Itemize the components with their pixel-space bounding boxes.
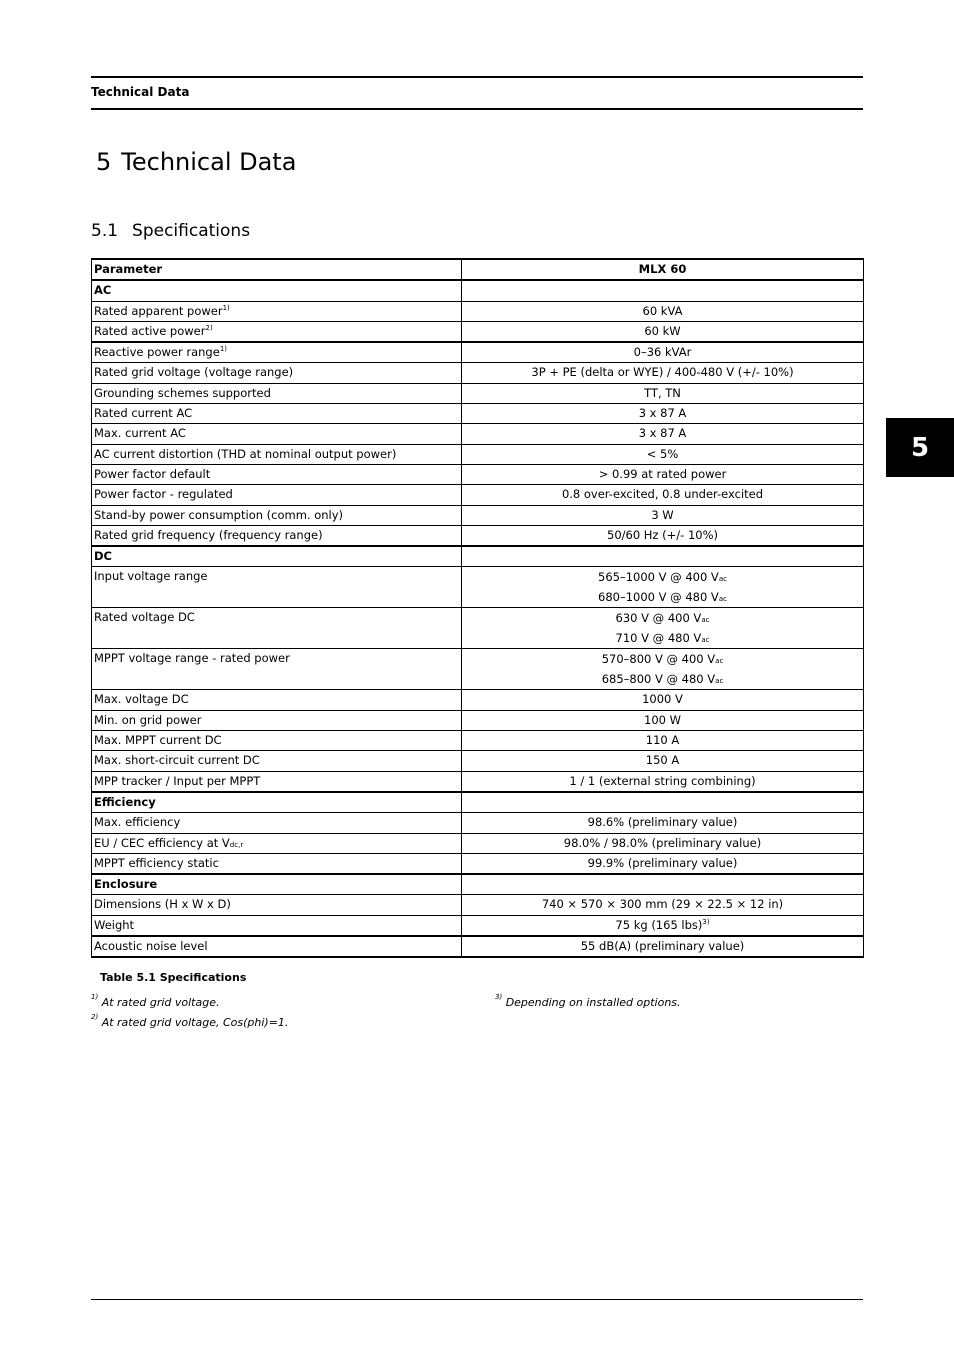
value-text: 100 W	[644, 712, 681, 727]
value-line	[564, 836, 761, 850]
value-cell	[462, 404, 864, 424]
value-cell	[462, 833, 864, 853]
table-row	[92, 505, 864, 525]
value-cell	[462, 853, 864, 874]
value-text: 1 / 1 (external string combining)	[569, 773, 756, 788]
footnote-3	[495, 993, 681, 1009]
value-cell	[462, 813, 864, 833]
value-cell	[462, 936, 864, 957]
value-text: 3P + PE (delta or WYE) / 400-480 V (+/- 10%)	[531, 365, 794, 380]
parameter-text: Min. on grid power	[94, 712, 202, 727]
parameter-label	[92, 342, 462, 363]
value-text: 98.0% / 98.0% (preliminary value)	[563, 835, 762, 850]
footer-rule	[91, 1299, 863, 1300]
specifications-table	[91, 258, 864, 958]
footnote-ref: 3)	[702, 917, 710, 926]
parameter-text: EU / CEC efficiency at V	[94, 835, 230, 850]
value-cell	[462, 301, 864, 321]
header-top-rule	[91, 76, 863, 78]
footnote-ref: 2)	[205, 323, 213, 332]
table-row	[92, 464, 864, 484]
parameter-subscript: dc,r	[229, 840, 244, 849]
table-row	[92, 608, 864, 649]
table-row	[92, 936, 864, 957]
value-text: 99.9% (preliminary value)	[587, 855, 738, 870]
value-line	[644, 713, 681, 727]
table-row	[92, 710, 864, 730]
table-row	[92, 485, 864, 505]
value-cell	[462, 525, 864, 546]
value-text: 630 V @ 400 V	[615, 611, 702, 626]
section-title	[91, 221, 250, 241]
parameter-text: Efficiency	[94, 794, 156, 809]
value-cell	[462, 649, 864, 690]
parameter-text: Acoustic noise level	[94, 939, 208, 954]
footnote-2	[91, 1013, 289, 1029]
value-line	[646, 753, 679, 767]
value-subscript: ac	[718, 595, 727, 604]
parameter-label	[92, 567, 462, 608]
value-text: 75 kg (165 lbs)	[615, 917, 703, 932]
value-text: 98.6% (preliminary value)	[587, 815, 738, 830]
parameter-text: Power factor - regulated	[94, 487, 233, 502]
value-cell	[462, 485, 864, 505]
parameter-label	[92, 321, 462, 342]
value-text: 3 W	[651, 507, 674, 522]
section-title-text: Specifications	[132, 221, 251, 241]
parameter-text: Rated grid frequency (frequency range)	[94, 527, 323, 542]
parameter-label	[92, 485, 462, 505]
value-text: 680–1000 V @ 480 V	[598, 590, 719, 605]
table-row	[92, 525, 864, 546]
table-row	[92, 915, 864, 936]
value-text: 565–1000 V @ 400 V	[598, 570, 719, 585]
value-line	[647, 447, 679, 461]
parameter-text: Max. voltage DC	[94, 692, 189, 707]
value-line	[581, 939, 745, 953]
value-line	[569, 774, 755, 788]
parameter-text: Input voltage range	[94, 569, 208, 584]
footnote-ref: 1)	[219, 345, 227, 354]
chapter-title-text: Technical Data	[121, 148, 297, 176]
parameter-label	[92, 915, 462, 936]
parameter-label	[92, 383, 462, 403]
table-row	[92, 404, 864, 424]
value-cell	[462, 567, 864, 608]
parameter-text: Max. current AC	[94, 426, 186, 441]
value-cell	[462, 874, 864, 895]
table-row	[92, 751, 864, 771]
value-text: 3 x 87 A	[638, 426, 687, 441]
value-line	[639, 406, 687, 420]
footnote-mark: 1)	[91, 993, 99, 1001]
value-line	[599, 467, 727, 481]
parameter-label	[92, 608, 462, 649]
table-row	[92, 363, 864, 383]
parameter-text: MPPT efficiency static	[94, 855, 219, 870]
section-label	[92, 546, 462, 567]
parameter-text: Rated apparent power	[94, 303, 223, 318]
table-section-row	[92, 874, 864, 895]
value-cell	[462, 280, 864, 301]
value-cell	[462, 731, 864, 751]
value-text: 1000 V	[642, 692, 683, 707]
parameter-label	[92, 525, 462, 546]
parameter-label	[92, 444, 462, 464]
parameter-text: MPP tracker / Input per MPPT	[94, 773, 261, 788]
chapter-number: 5	[96, 148, 112, 176]
parameter-text: MPPT voltage range - rated power	[94, 651, 290, 666]
parameter-text: Grounding schemes supported	[94, 385, 271, 400]
value-line	[644, 324, 680, 338]
value-cell	[462, 710, 864, 730]
parameter-label	[92, 301, 462, 321]
value-text: > 0.99 at rated power	[598, 466, 727, 481]
running-header: Technical Data	[91, 85, 190, 99]
value-cell	[462, 546, 864, 567]
table-row	[92, 731, 864, 751]
footnote-mark: 2)	[91, 1013, 99, 1021]
value-line	[464, 587, 861, 607]
footnote-ref: 1)	[222, 303, 230, 312]
value-text: 60 kVA	[642, 303, 683, 318]
value-cell	[462, 424, 864, 444]
value-line	[615, 918, 709, 932]
value-text: TT, TN	[644, 385, 681, 400]
table-caption: Table 5.1 Specifications	[100, 971, 247, 984]
value-cell	[462, 383, 864, 403]
value-text: 55 dB(A) (preliminary value)	[580, 939, 745, 954]
parameter-text: Stand-by power consumption (comm. only)	[94, 507, 344, 522]
parameter-label	[92, 464, 462, 484]
table-section-row	[92, 546, 864, 567]
parameter-label	[92, 895, 462, 915]
value-line	[464, 649, 861, 669]
parameter-label	[92, 853, 462, 874]
footnote-text: At rated grid voltage, Cos(phi)=1.	[101, 1016, 289, 1029]
table-row	[92, 567, 864, 608]
table-row	[92, 649, 864, 690]
table-row	[92, 321, 864, 342]
value-text: 0–36 kVAr	[633, 345, 692, 360]
table-section-row	[92, 792, 864, 813]
table-row	[92, 424, 864, 444]
value-line	[588, 815, 738, 829]
parameter-label	[92, 649, 462, 690]
table-row	[92, 444, 864, 464]
parameter-label	[92, 505, 462, 525]
value-subscript: ac	[715, 657, 724, 666]
parameter-text: Power factor default	[94, 466, 211, 481]
value-cell	[462, 505, 864, 525]
parameter-text: Max. short-circuit current DC	[94, 753, 260, 768]
footnote-1	[91, 993, 220, 1009]
footnote-text: At rated grid voltage.	[101, 996, 220, 1009]
parameter-text: AC	[94, 283, 112, 298]
header-bottom-rule	[91, 108, 863, 110]
value-cell	[462, 342, 864, 363]
chapter-tab-marker: 5	[886, 418, 954, 477]
value-text: 50/60 Hz (+/- 10%)	[607, 527, 718, 542]
parameter-text: DC	[94, 549, 112, 564]
column-header-parameter: Parameter	[92, 259, 462, 280]
table-row	[92, 833, 864, 853]
table-row	[92, 342, 864, 363]
value-subscript: ac	[701, 616, 710, 625]
parameter-label	[92, 833, 462, 853]
value-text: 110 A	[645, 733, 680, 748]
value-subscript: ac	[701, 636, 710, 645]
value-cell	[462, 690, 864, 710]
parameter-text: AC current distortion (THD at nominal output power)	[94, 446, 397, 461]
parameter-label	[92, 424, 462, 444]
value-text: 60 kW	[644, 323, 681, 338]
parameter-text: Enclosure	[94, 877, 158, 892]
footnote-text: Depending on installed options.	[505, 996, 681, 1009]
parameter-label	[92, 771, 462, 792]
value-cell	[462, 608, 864, 649]
value-text: 570–800 V @ 400 V	[601, 652, 716, 667]
parameter-text: Rated current AC	[94, 406, 193, 421]
footnote-mark: 3)	[495, 993, 503, 1001]
value-line	[646, 733, 679, 747]
value-cell	[462, 751, 864, 771]
section-label	[92, 792, 462, 813]
value-text: 710 V @ 480 V	[615, 631, 702, 646]
value-line	[464, 669, 861, 689]
value-cell	[462, 464, 864, 484]
value-line	[464, 608, 861, 628]
parameter-label	[92, 731, 462, 751]
value-line	[643, 304, 683, 318]
specifications-table-body	[92, 259, 864, 957]
section-label	[92, 280, 462, 301]
parameter-text: Rated grid voltage (voltage range)	[94, 365, 294, 380]
value-line	[588, 856, 738, 870]
table-row	[92, 383, 864, 403]
value-text: < 5%	[646, 446, 679, 461]
value-line	[562, 487, 763, 501]
value-line	[464, 628, 861, 648]
table-header-row	[92, 259, 864, 280]
value-cell	[462, 444, 864, 464]
value-subscript: ac	[718, 575, 727, 584]
value-cell	[462, 915, 864, 936]
parameter-text: Dimensions (H x W x D)	[94, 897, 231, 912]
value-cell	[462, 363, 864, 383]
parameter-text: Reactive power range	[94, 345, 220, 360]
parameter-label	[92, 404, 462, 424]
table-row	[92, 690, 864, 710]
value-text: 0.8 over-excited, 0.8 under-excited	[561, 487, 764, 502]
value-text: 685–800 V @ 480 V	[601, 672, 716, 687]
value-line	[542, 897, 783, 911]
section-number: 5.1	[91, 221, 119, 241]
value-line	[642, 692, 683, 706]
parameter-text: Max. efficiency	[94, 815, 181, 830]
value-cell	[462, 321, 864, 342]
column-header-model: MLX 60	[462, 259, 864, 280]
value-line	[651, 508, 673, 522]
table-row	[92, 813, 864, 833]
value-subscript: ac	[715, 677, 724, 686]
chapter-title	[96, 148, 296, 176]
parameter-label	[92, 710, 462, 730]
value-line	[634, 345, 692, 359]
value-line	[644, 386, 681, 400]
table-row	[92, 895, 864, 915]
value-text: 3 x 87 A	[638, 406, 687, 421]
value-text: 740 × 570 × 300 mm (29 × 22.5 × 12 in)	[541, 897, 784, 912]
parameter-label	[92, 936, 462, 957]
table-row	[92, 301, 864, 321]
parameter-label	[92, 751, 462, 771]
section-label	[92, 874, 462, 895]
parameter-label	[92, 813, 462, 833]
parameter-text: Max. MPPT current DC	[94, 733, 222, 748]
value-cell	[462, 895, 864, 915]
parameter-text: Rated active power	[94, 323, 206, 338]
parameter-text: Rated voltage DC	[94, 610, 195, 625]
parameter-text: Weight	[94, 917, 135, 932]
value-line	[464, 567, 861, 587]
parameter-label	[92, 363, 462, 383]
value-text: 150 A	[645, 753, 680, 768]
value-line	[607, 528, 718, 542]
value-cell	[462, 792, 864, 813]
table-section-row	[92, 280, 864, 301]
value-line	[531, 365, 793, 379]
value-line	[639, 426, 687, 440]
value-cell	[462, 771, 864, 792]
table-row	[92, 771, 864, 792]
parameter-label	[92, 690, 462, 710]
table-row	[92, 853, 864, 874]
